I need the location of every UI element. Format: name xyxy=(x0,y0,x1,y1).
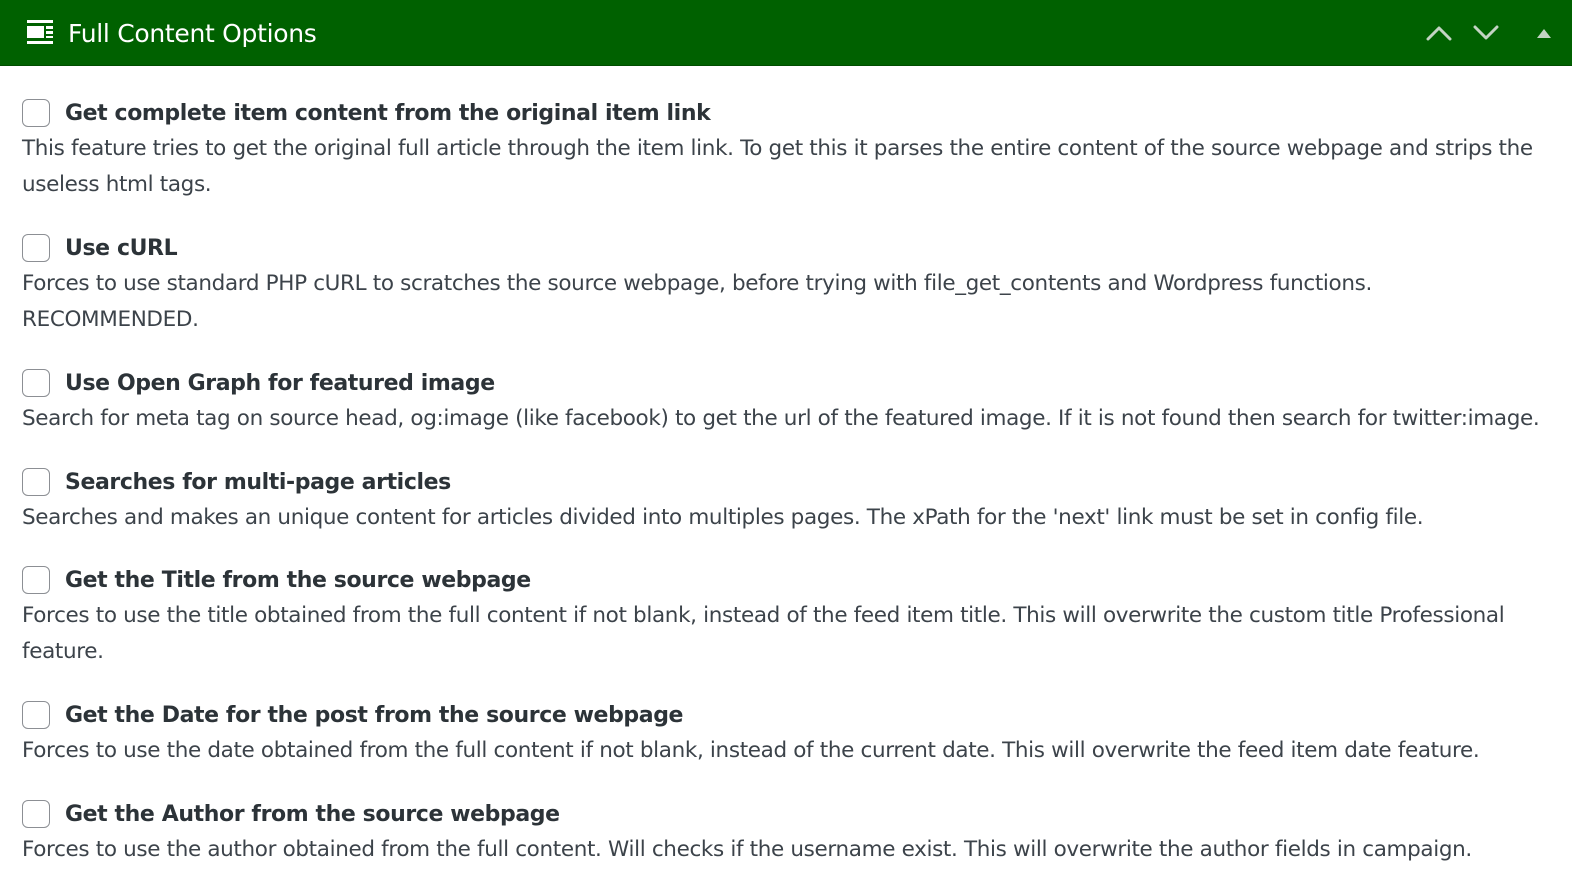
option-description: Searches and makes an unique content for articles divided into multiples pages. The xPath for the 'next' link must be set in config file. xyxy=(22,505,1424,530)
option-source-date xyxy=(22,698,1542,769)
option-description: Forces to use the title obtained from the full content if not blank, instead of the feed item title. This will overwrite the custom title Professional feature. xyxy=(22,603,1505,664)
option-description: Forces to use standard PHP cURL to scratches the source webpage, before trying with file_get_contents and Wordpress functions. RECOMMENDED. xyxy=(22,271,1372,332)
option-label[interactable]: Get complete item content from the original item link xyxy=(65,100,711,126)
chevron-up-icon xyxy=(1426,25,1452,41)
panel-title: Full Content Options xyxy=(68,19,317,48)
option-label[interactable]: Get the Title from the source webpage xyxy=(65,567,531,593)
option-label[interactable]: Use Open Graph for featured image xyxy=(65,370,495,396)
option-label[interactable]: Use cURL xyxy=(65,235,178,261)
option-description: Forces to use the author obtained from the full content. Will checks if the username exist. This will overwrite the author fields in campaign. xyxy=(22,837,1472,862)
option-label[interactable]: Get the Author from the source webpage xyxy=(65,801,560,827)
option-description: Search for meta tag on source head, og:image (like facebook) to get the url of the featured image. If it is not found then search for twitter:image. xyxy=(22,406,1540,431)
option-full-content xyxy=(22,96,1542,202)
option-checkbox[interactable] xyxy=(22,566,50,594)
option-description: Forces to use the date obtained from the full content if not blank, instead of the current date. This will overwrite the feed item date feature. xyxy=(22,738,1480,763)
move-up-button[interactable] xyxy=(1419,0,1459,66)
panel-header xyxy=(0,0,1572,66)
option-checkbox[interactable] xyxy=(22,369,50,397)
option-use-curl xyxy=(22,231,1542,337)
option-checkbox[interactable] xyxy=(22,468,50,496)
move-down-button[interactable] xyxy=(1466,0,1506,66)
option-label[interactable]: Get the Date for the post from the source webpage xyxy=(65,702,684,728)
option-checkbox[interactable] xyxy=(22,701,50,729)
option-multi-page xyxy=(22,465,1542,536)
chevron-down-icon xyxy=(1473,25,1499,41)
option-checkbox[interactable] xyxy=(22,234,50,262)
option-source-author xyxy=(22,797,1542,868)
option-open-graph xyxy=(22,366,1542,437)
layout-list-icon xyxy=(26,18,54,46)
option-checkbox[interactable] xyxy=(22,99,50,127)
option-description: This feature tries to get the original full article through the item link. To get this it parses the entire content of the source webpage and strips the useless html tags. xyxy=(22,136,1533,197)
option-checkbox[interactable] xyxy=(22,800,50,828)
option-source-title xyxy=(22,563,1542,669)
triangle-up-icon xyxy=(1536,27,1552,39)
toggle-panel-button[interactable] xyxy=(1524,0,1564,66)
option-label[interactable]: Searches for multi-page articles xyxy=(65,469,451,495)
